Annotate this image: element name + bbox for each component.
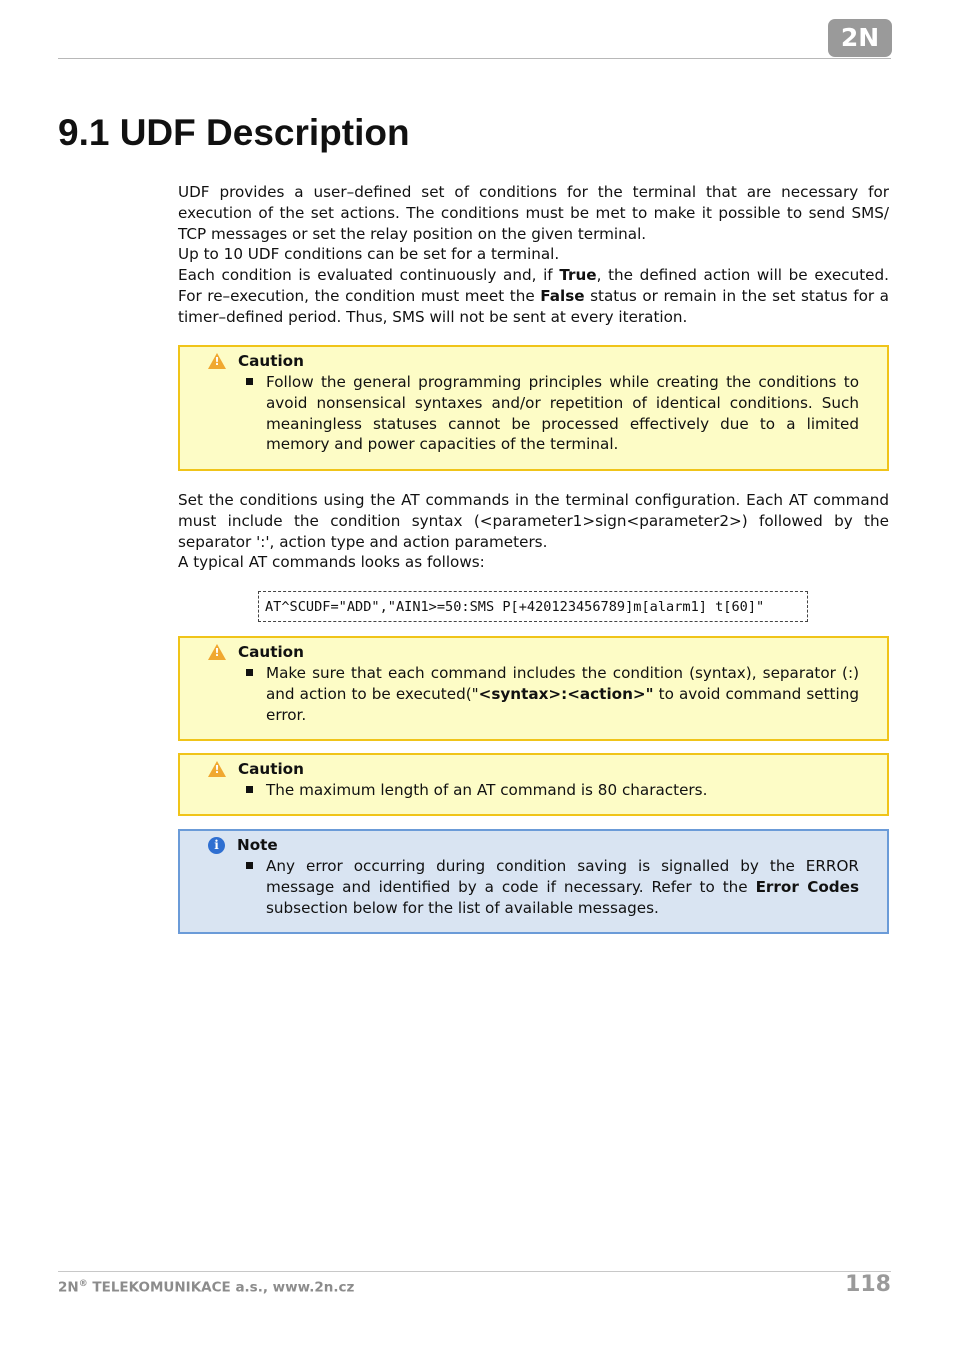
text-run: status or remain in the set status for a timer–defined period. Thus, SMS will not be sent at every iteration. (178, 286, 889, 326)
caution-text: The maximum length of an AT command is 80 characters. (266, 781, 708, 799)
caution-label: Caution (238, 352, 304, 370)
caution-body (266, 780, 859, 801)
caution-label: Caution (238, 760, 304, 778)
error-codes-link: Error Codes (755, 877, 860, 896)
intro-paragraph-1: UDF provides a user–defined set of conditions for the terminal that are necessary for execution of the set actions. The conditions must be met to make it possible to send SMS/ TCP messages or set the relay position on the given terminal. (178, 183, 889, 243)
bold-true: True (559, 266, 597, 285)
page-title: 9.1 UDF Description (58, 112, 410, 153)
caution-header (208, 642, 304, 663)
at-paragraph-1: Set the conditions using the AT commands in the terminal configuration. Each AT command must include the condition syntax (<parameter1>sign<parameter2>) followed by the separator ':', action type and action parameters. (178, 491, 889, 551)
at-commands-section (178, 490, 889, 573)
at-paragraph-2: A typical AT commands looks as follows: (178, 553, 485, 572)
text-run: Make sure that each command includes the condition (syntax), separator (:) and action to be executed(" (266, 664, 859, 703)
text-run: TELEKOMUNIKACE a.s., www.2n.cz (87, 1279, 355, 1296)
bold-syntax: <syntax>:<action>" (478, 684, 654, 703)
caution-header (208, 351, 304, 372)
text-run: Each condition is evaluated continuously and, if (178, 266, 560, 285)
note-label: Note (237, 836, 278, 854)
intro-paragraph-2: Up to 10 UDF conditions can be set for a terminal. (178, 245, 560, 264)
caution-box-2 (178, 636, 889, 741)
note-text (266, 856, 859, 918)
note-header (208, 835, 278, 856)
intro-paragraph-3 (178, 265, 889, 327)
text-run: , the defined action will be executed. For re–execution, the condition must meet the (178, 266, 889, 305)
footer-company (58, 1279, 354, 1296)
caution-body (266, 663, 859, 725)
intro-section (178, 182, 889, 328)
code-example: AT^SCUDF="ADD","AIN1>=50:SMS P[+420123456789]m[alarm1] t[60]" (258, 591, 808, 622)
bold-false: False (540, 286, 585, 305)
bullet-icon (246, 862, 253, 869)
page-number: 118 (845, 1272, 891, 1297)
header-rule (58, 58, 891, 59)
caution-box-1 (178, 345, 889, 471)
text-run: 2N (58, 1279, 79, 1296)
caution-body (266, 372, 859, 455)
footer-rule (58, 1271, 891, 1272)
bullet-icon (246, 669, 253, 676)
caution-box-3 (178, 753, 889, 816)
caution-label: Caution (238, 643, 304, 661)
warning-icon: ! (208, 644, 226, 660)
brand-logo: 2N (828, 19, 892, 57)
text-run: to avoid command setting error. (266, 684, 859, 724)
bullet-icon (246, 786, 253, 793)
registered-mark: ® (78, 1279, 88, 1289)
warning-icon: ! (208, 353, 226, 369)
bullet-icon (246, 378, 253, 385)
caution-text (266, 663, 859, 725)
note-box (178, 829, 889, 934)
text-run: subsection below for the list of available messages. (266, 898, 659, 917)
text-run: Any error occurring during condition saving is signalled by the ERROR message and identified by a code if necessary. Refer to the (266, 857, 859, 896)
note-body (266, 856, 859, 918)
caution-text: Follow the general programming principles while creating the conditions to avoid nonsensical syntaxes and/or repetition of identical conditions. Such meaningless statuses cannot be processed effectively due to a limited memory and power capacities of the terminal. (266, 373, 859, 454)
caution-header (208, 759, 304, 780)
info-icon: i (208, 837, 225, 854)
warning-icon: ! (208, 761, 226, 777)
